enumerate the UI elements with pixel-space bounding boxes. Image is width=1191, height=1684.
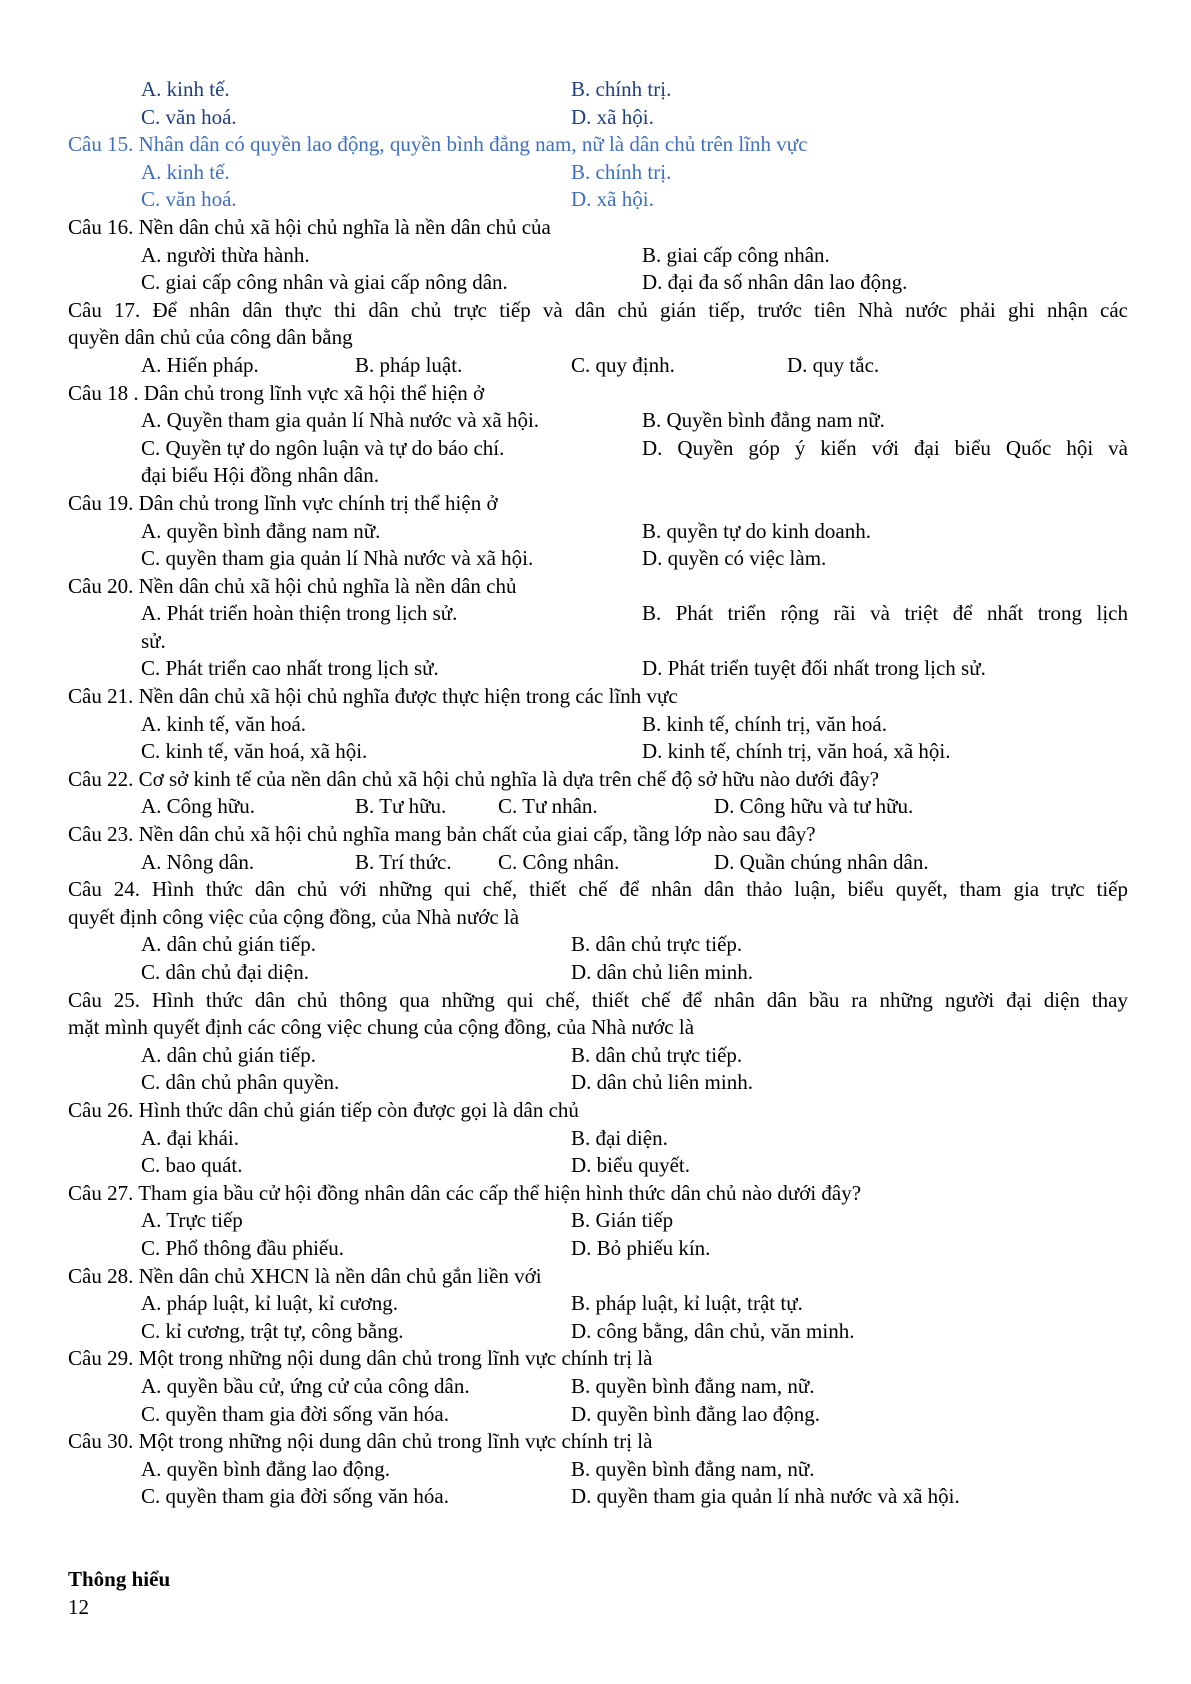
option-c: C. dân chủ đại diện. <box>141 960 309 984</box>
question-26: Câu 26. Hình thức dân chủ gián tiếp còn được gọi là dân chủ <box>68 1097 579 1122</box>
option-a: A. dân chủ gián tiếp. <box>141 932 316 957</box>
q22-options-row <box>68 793 1128 821</box>
option-b: B. pháp luật. <box>355 352 463 377</box>
question-15: Câu 15. Nhân dân có quyền lao động, quyền bình đẳng nam, nữ là dân chủ trên lĩnh vực <box>68 132 808 157</box>
option-b-text: B. Phát triển rộng rãi và triệt để nhất trong lịch <box>642 601 1128 626</box>
q25-options-row-2 <box>68 1069 1128 1097</box>
q28-options-row-2 <box>68 1318 1128 1346</box>
option-a: A. Quyền tham gia quản lí Nhà nước và xã hội. <box>141 408 540 433</box>
option-c: C. quyền tham gia đời sống văn hóa. <box>141 1484 449 1509</box>
page-number: 12 <box>68 1594 89 1619</box>
q26-options-row-2 <box>68 1152 1128 1180</box>
q29-options-row-2 <box>68 1401 1128 1429</box>
option-d: D. đại đa số nhân dân lao động. <box>642 270 908 295</box>
option-a: A. kinh tế, văn hoá. <box>141 711 307 736</box>
option-a: A. kinh tế. <box>141 159 230 184</box>
question-22: Câu 22. Cơ sở kinh tế của nền dân chủ xã hội chủ nghĩa là dựa trên chế độ sở hữu nào dưới đây? <box>68 766 880 791</box>
option-d: D. dân chủ liên minh. <box>571 960 753 984</box>
question-24-line-2: quyết định công việc của cộng đồng, của Nhà nước là <box>68 904 520 929</box>
question-16: Câu 16. Nền dân chủ xã hội chủ nghĩa là nền dân chủ của <box>68 214 551 239</box>
q20-options-row-2 <box>68 655 1128 683</box>
option-a: A. quyền bình đẳng nam nữ. <box>141 518 381 543</box>
q15-options-row-2 <box>68 186 1128 214</box>
option-a: A. Nông dân. <box>141 849 255 874</box>
option-d: D. dân chủ liên minh. <box>571 1070 753 1095</box>
q24-options-row-2 <box>68 959 1128 987</box>
option-b: B. giai cấp công nhân. <box>642 242 830 267</box>
option-d: D. Bỏ phiếu kín. <box>571 1235 711 1260</box>
q17-options-row <box>68 352 1128 380</box>
prev-options-row-2 <box>68 104 1128 132</box>
q29-options-row-1 <box>68 1373 1128 1401</box>
option-d: D. quyền có việc làm. <box>642 546 827 571</box>
q27-options-row-1 <box>68 1207 1128 1235</box>
blank-line <box>68 1538 1128 1566</box>
question-30: Câu 30. Một trong những nội dung dân chủ trong lĩnh vực chính trị là <box>68 1429 653 1454</box>
prev-options-row-1 <box>68 76 1128 104</box>
q23-options-row <box>68 849 1128 877</box>
option-d: D. công bằng, dân chủ, văn minh. <box>571 1318 855 1343</box>
option-c: C. Tư nhân. <box>498 794 598 819</box>
q20-options-row-1 <box>68 600 1128 628</box>
q30-options-row-2 <box>68 1483 1128 1511</box>
question-20: Câu 20. Nền dân chủ xã hội chủ nghĩa là nền dân chủ <box>68 573 517 598</box>
question-17-line-2: quyền dân chủ của công dân bằng <box>68 325 353 350</box>
question-29: Câu 29. Một trong những nội dung dân chủ trong lĩnh vực chính trị là <box>68 1346 653 1371</box>
option-c: C. quyền tham gia đời sống văn hóa. <box>141 1401 449 1426</box>
option-c: C. giai cấp công nhân và giai cấp nông dân. <box>141 270 508 295</box>
option-b <box>642 600 1128 628</box>
q26-options-row-1 <box>68 1125 1128 1153</box>
q21-options-row-1 <box>68 711 1128 739</box>
q30-options-row-1 <box>68 1456 1128 1484</box>
option-b: B. Quyền bình đẳng nam nữ. <box>642 408 885 433</box>
option-a: A. đại khái. <box>141 1125 239 1150</box>
option-c: C. kinh tế, văn hoá, xã hội. <box>141 739 368 764</box>
q24-options-row-1 <box>68 931 1128 959</box>
option-b: B. Gián tiếp <box>571 1208 674 1233</box>
question-25-line-1: Câu 25. Hình thức dân chủ thông qua những qui chế, thiết chế để nhân dân bầu ra những người đại diện thay <box>68 987 1128 1012</box>
q16-options-row-1 <box>68 242 1128 270</box>
option-d: D. xã hội. <box>571 187 654 212</box>
option-b: B. chính trị. <box>571 159 672 184</box>
question-18: Câu 18 . Dân chủ trong lĩnh vực xã hội thể hiện ở <box>68 380 485 405</box>
q21-options-row-2 <box>68 738 1128 766</box>
option-b: B. kinh tế, chính trị, văn hoá. <box>642 711 887 736</box>
option-d: D. xã hội. <box>571 104 654 129</box>
question-23: Câu 23. Nền dân chủ xã hội chủ nghĩa mang bản chất của giai cấp, tầng lớp nào sau đây? <box>68 822 816 847</box>
option-c: C. Phổ thông đầu phiếu. <box>141 1235 344 1260</box>
option-d: D. kinh tế, chính trị, văn hoá, xã hội. <box>642 739 951 764</box>
option-b: B. Trí thức. <box>355 849 452 874</box>
option-a: A. pháp luật, kỉ luật, kỉ cương. <box>141 1291 398 1316</box>
option-c: C. Quyền tự do ngôn luận và tự do báo chí. <box>141 435 505 460</box>
option-c: C. dân chủ phân quyền. <box>141 1070 340 1095</box>
option-c: C. Phát triển cao nhất trong lịch sử. <box>141 656 439 681</box>
option-b: B. dân chủ trực tiếp. <box>571 932 743 957</box>
option-a: A. Hiến pháp. <box>141 352 259 377</box>
option-a: A. Trực tiếp <box>141 1208 243 1233</box>
option-a: A. quyền bầu cử, ứng cử của công dân. <box>141 1373 470 1398</box>
q19-options-row-1 <box>68 518 1128 546</box>
q19-options-row-2 <box>68 545 1128 573</box>
option-b: B. đại diện. <box>571 1125 668 1150</box>
option-d: D. quyền bình đẳng lao động. <box>571 1401 821 1426</box>
option-d-text: D. Quyền góp ý kiến với đại biểu Quốc hội và <box>642 435 1128 460</box>
question-25-line-2: mặt mình quyết định các công việc chung của cộng đồng, của Nhà nước là <box>68 1015 695 1040</box>
option-b: B. quyền bình đẳng nam, nữ. <box>571 1373 815 1398</box>
q18-options-row-1 <box>68 407 1128 435</box>
q18-options-row-2 <box>68 435 1128 463</box>
q20-option-b-continued: sử. <box>141 628 166 653</box>
option-d: D. biểu quyết. <box>571 1153 690 1178</box>
option-b: B. chính trị. <box>571 77 672 101</box>
q16-options-row-2 <box>68 269 1128 297</box>
option-a: A. Công hữu. <box>141 794 256 819</box>
option-b: B. pháp luật, kỉ luật, trật tự. <box>571 1291 803 1316</box>
option-b: B. quyền bình đẳng nam, nữ. <box>571 1456 815 1481</box>
option-b: B. dân chủ trực tiếp. <box>571 1042 743 1067</box>
option-d: D. quy tắc. <box>787 352 880 377</box>
question-27: Câu 27. Tham gia bầu cử hội đồng nhân dân các cấp thể hiện hình thức dân chủ nào dưới đây? <box>68 1180 862 1205</box>
option-c: C. văn hoá. <box>141 104 237 129</box>
option-c: C. quyền tham gia quản lí Nhà nước và xã hội. <box>141 546 534 571</box>
option-d <box>642 435 1128 463</box>
option-a: A. người thừa hành. <box>141 242 310 267</box>
q18-option-d-continued: đại biểu Hội đồng nhân dân. <box>141 463 379 488</box>
option-c: C. bao quát. <box>141 1153 243 1178</box>
section-heading: Thông hiểu <box>68 1567 171 1592</box>
option-a: A. kinh tế. <box>141 77 230 101</box>
q25-options-row-1 <box>68 1042 1128 1070</box>
document-page <box>68 76 1128 1621</box>
option-a: A. quyền bình đẳng lao động. <box>141 1456 391 1481</box>
question-19: Câu 19. Dân chủ trong lĩnh vực chính trị thể hiện ở <box>68 490 498 515</box>
option-c: C. kỉ cương, trật tự, công bằng. <box>141 1318 404 1343</box>
option-d: D. quyền tham gia quản lí nhà nước và xã hội. <box>571 1484 960 1509</box>
option-b: B. quyền tự do kinh doanh. <box>642 518 871 543</box>
option-a: A. Phát triển hoàn thiện trong lịch sử. <box>141 601 458 626</box>
blank-line <box>68 1511 1128 1539</box>
option-d: D. Công hữu và tư hữu. <box>714 794 914 819</box>
option-b: B. Tư hữu. <box>355 794 447 819</box>
option-d: D. Phát triển tuyệt đối nhất trong lịch sử. <box>642 656 986 681</box>
option-c: C. quy định. <box>571 352 675 377</box>
q15-options-row-1 <box>68 159 1128 187</box>
option-d: D. Quần chúng nhân dân. <box>714 849 929 874</box>
question-17-line-1: Câu 17. Để nhân dân thực thi dân chủ trực tiếp và dân chủ gián tiếp, trước tiên Nhà nước phải ghi nhận các <box>68 297 1128 322</box>
option-c: C. văn hoá. <box>141 187 237 212</box>
q27-options-row-2 <box>68 1235 1128 1263</box>
q28-options-row-1 <box>68 1290 1128 1318</box>
option-a: A. dân chủ gián tiếp. <box>141 1042 316 1067</box>
question-24-line-1: Câu 24. Hình thức dân chủ với những qui chế, thiết chế để nhân dân thảo luận, biểu quyết, tham gia trực tiếp <box>68 877 1128 902</box>
option-c: C. Công nhân. <box>498 849 620 874</box>
question-21: Câu 21. Nền dân chủ xã hội chủ nghĩa được thực hiện trong các lĩnh vực <box>68 684 678 709</box>
question-28: Câu 28. Nền dân chủ XHCN là nền dân chủ gắn liền với <box>68 1263 542 1288</box>
